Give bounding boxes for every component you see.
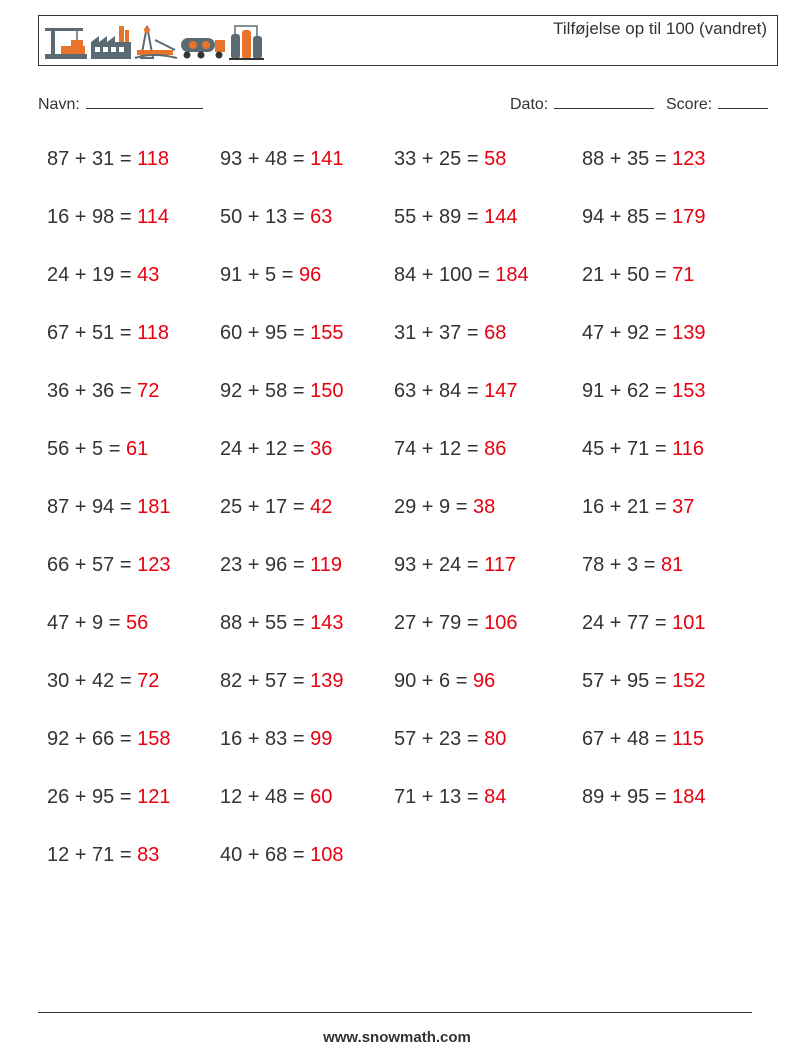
problem-question: 30 + 42 =: [47, 670, 132, 692]
problem-question: 21 + 50 =: [582, 264, 667, 286]
problem-item: [220, 612, 343, 635]
problem-answer: 155: [310, 322, 344, 344]
problem-answer: 143: [310, 612, 344, 634]
problem-answer: 179: [672, 206, 706, 228]
problem-answer: 117: [484, 554, 516, 576]
problem-item: [582, 612, 705, 635]
problem-question: 78 + 3 =: [582, 554, 656, 576]
problem-answer: 63: [310, 206, 333, 228]
problem-question: 24 + 77 =: [582, 612, 667, 634]
problem-answer: 99: [310, 728, 333, 750]
problem-answer: 81: [660, 554, 684, 576]
problem-item: [582, 728, 704, 751]
problem-question: 94 + 85 =: [582, 206, 667, 228]
problem-item: [220, 148, 343, 171]
problem-item: [47, 670, 159, 693]
problem-item: [394, 148, 506, 171]
problem-item: [220, 496, 332, 519]
problem-question: 57 + 23 =: [394, 728, 479, 750]
problem-item: [394, 322, 506, 345]
problem-item: [394, 670, 495, 693]
problem-item: [47, 554, 170, 577]
problem-answer: 121: [137, 786, 171, 808]
problem-answer: 152: [672, 670, 706, 692]
factory-icon: [91, 26, 131, 59]
problem-item: [47, 612, 148, 635]
problem-answer: 119: [310, 554, 342, 576]
problem-answer: 150: [310, 380, 344, 402]
problem-item: [220, 554, 342, 577]
problem-question: 82 + 57 =: [220, 670, 305, 692]
problem-answer: 56: [125, 612, 149, 634]
problem-item: [582, 670, 705, 693]
problem-item: [394, 438, 506, 461]
problem-answer: 83: [137, 844, 160, 866]
problem-question: 89 + 95 =: [582, 786, 667, 808]
problem-question: 87 + 94 =: [47, 496, 132, 518]
footer-url[interactable]: www.snowmath.com: [323, 1029, 471, 1046]
problem-item: [582, 206, 705, 229]
problem-answer: 108: [310, 844, 344, 866]
problem-question: 56 + 5 =: [47, 438, 121, 460]
gas-cylinders-icon: [229, 26, 264, 60]
problem-item: [220, 670, 343, 693]
problem-answer: 58: [484, 148, 507, 170]
problem-question: 93 + 24 =: [394, 554, 479, 576]
problem-question: 29 + 9 =: [394, 496, 468, 518]
date-field[interactable]: [510, 92, 654, 114]
problem-question: 84 + 100 =: [394, 264, 490, 286]
problem-question: 88 + 35 =: [582, 148, 667, 170]
problem-answer: 118: [137, 148, 169, 170]
problem-answer: 38: [472, 496, 496, 518]
problem-item: [47, 322, 169, 345]
problem-question: 60 + 95 =: [220, 322, 305, 344]
problem-item: [394, 554, 516, 577]
problem-question: 92 + 66 =: [47, 728, 132, 750]
score-field[interactable]: [666, 92, 768, 114]
problem-answer: 139: [672, 322, 706, 344]
problem-answer: 144: [484, 206, 518, 228]
problem-item: [582, 148, 705, 171]
problem-answer: 80: [484, 728, 507, 750]
problem-item: [47, 438, 148, 461]
problem-item: [394, 786, 506, 809]
name-blank[interactable]: [86, 92, 203, 109]
problem-question: 12 + 48 =: [220, 786, 305, 808]
problem-answer: 42: [310, 496, 333, 518]
problem-item: [394, 496, 495, 519]
problem-question: 66 + 57 =: [47, 554, 132, 576]
problem-question: 45 + 71 =: [582, 438, 667, 460]
problem-question: 24 + 12 =: [220, 438, 305, 460]
problem-answer: 115: [672, 728, 704, 750]
date-blank[interactable]: [554, 92, 654, 109]
problem-item: [47, 380, 159, 403]
crane-icon: [45, 28, 87, 59]
problem-question: 40 + 68 =: [220, 844, 305, 866]
problem-question: 47 + 92 =: [582, 322, 667, 344]
problem-answer: 184: [672, 786, 706, 808]
problem-answer: 106: [484, 612, 518, 634]
problem-answer: 36: [310, 438, 333, 460]
footer-divider: [38, 1012, 752, 1013]
problem-answer: 43: [137, 264, 160, 286]
problem-answer: 68: [484, 322, 507, 344]
problem-question: 91 + 5 =: [220, 264, 294, 286]
logo-strip: [43, 20, 268, 62]
problem-item: [582, 496, 694, 519]
oil-rig-icon: [135, 26, 177, 58]
problem-question: 90 + 6 =: [394, 670, 468, 692]
problem-question: 24 + 19 =: [47, 264, 132, 286]
problem-question: 91 + 62 =: [582, 380, 667, 402]
problem-question: 74 + 12 =: [394, 438, 479, 460]
problem-answer: 147: [484, 380, 518, 402]
problem-item: [220, 786, 332, 809]
problem-answer: 72: [137, 380, 160, 402]
score-blank[interactable]: [718, 92, 768, 109]
problem-answer: 184: [495, 264, 529, 286]
problem-question: 63 + 84 =: [394, 380, 479, 402]
problem-question: 16 + 98 =: [47, 206, 132, 228]
problem-item: [47, 728, 170, 751]
problem-answer: 116: [672, 438, 704, 460]
problem-question: 55 + 89 =: [394, 206, 479, 228]
problem-answer: 153: [672, 380, 706, 402]
problem-item: [582, 786, 705, 809]
problem-question: 36 + 36 =: [47, 380, 132, 402]
problem-item: [220, 380, 343, 403]
problem-answer: 86: [484, 438, 507, 460]
problem-question: 67 + 51 =: [47, 322, 132, 344]
problem-answer: 141: [310, 148, 344, 170]
problem-answer: 84: [484, 786, 507, 808]
tanker-truck-icon: [181, 38, 225, 59]
problem-item: [394, 728, 506, 751]
problem-item: [582, 322, 705, 345]
problem-question: 92 + 58 =: [220, 380, 305, 402]
header-box: [38, 15, 778, 66]
problem-item: [47, 844, 159, 867]
name-label: Navn:: [38, 96, 80, 113]
problem-item: [47, 264, 159, 287]
problem-answer: 114: [137, 206, 169, 228]
problem-item: [220, 844, 343, 867]
problem-item: [47, 148, 169, 171]
problem-question: 33 + 25 =: [394, 148, 479, 170]
problem-answer: 158: [137, 728, 171, 750]
problem-question: 23 + 96 =: [220, 554, 305, 576]
problem-item: [394, 612, 517, 635]
problem-question: 50 + 13 =: [220, 206, 305, 228]
problem-item: [47, 206, 169, 229]
name-field[interactable]: [38, 92, 203, 114]
problem-answer: 37: [672, 496, 695, 518]
problem-question: 25 + 17 =: [220, 496, 305, 518]
problem-question: 16 + 21 =: [582, 496, 667, 518]
problem-item: [582, 554, 683, 577]
problem-answer: 101: [672, 612, 706, 634]
problem-answer: 60: [310, 786, 333, 808]
problem-question: 93 + 48 =: [220, 148, 305, 170]
problem-answer: 71: [672, 264, 695, 286]
score-label: Score:: [666, 96, 713, 113]
problem-item: [582, 380, 705, 403]
sheet-title: Tilføjelse op til 100 (vandret): [553, 19, 767, 38]
problem-question: 31 + 37 =: [394, 322, 479, 344]
date-label: Dato:: [510, 96, 549, 113]
problem-question: 47 + 9 =: [47, 612, 121, 634]
problem-question: 26 + 95 =: [47, 786, 132, 808]
problem-item: [220, 206, 332, 229]
problem-item: [394, 206, 517, 229]
problem-item: [220, 438, 332, 461]
problem-answer: 118: [137, 322, 169, 344]
problem-question: 71 + 13 =: [394, 786, 479, 808]
problem-question: 16 + 83 =: [220, 728, 305, 750]
problem-item: [394, 264, 529, 287]
problem-question: 88 + 55 =: [220, 612, 305, 634]
problem-answer: 123: [137, 554, 171, 576]
problem-question: 27 + 79 =: [394, 612, 479, 634]
problem-question: 67 + 48 =: [582, 728, 667, 750]
problem-item: [47, 786, 170, 809]
problem-answer: 181: [137, 496, 171, 518]
problem-item: [220, 322, 343, 345]
problem-answer: 123: [672, 148, 706, 170]
problem-item: [220, 264, 321, 287]
problem-question: 57 + 95 =: [582, 670, 667, 692]
problem-answer: 96: [298, 264, 322, 286]
problem-item: [47, 496, 170, 519]
problem-answer: 96: [472, 670, 496, 692]
problem-item: [220, 728, 332, 751]
problem-question: 87 + 31 =: [47, 148, 132, 170]
problem-answer: 139: [310, 670, 344, 692]
problem-question: 12 + 71 =: [47, 844, 132, 866]
problem-answer: 72: [137, 670, 160, 692]
problem-item: [582, 264, 694, 287]
problem-answer: 61: [125, 438, 149, 460]
problem-item: [582, 438, 704, 461]
problem-item: [394, 380, 517, 403]
